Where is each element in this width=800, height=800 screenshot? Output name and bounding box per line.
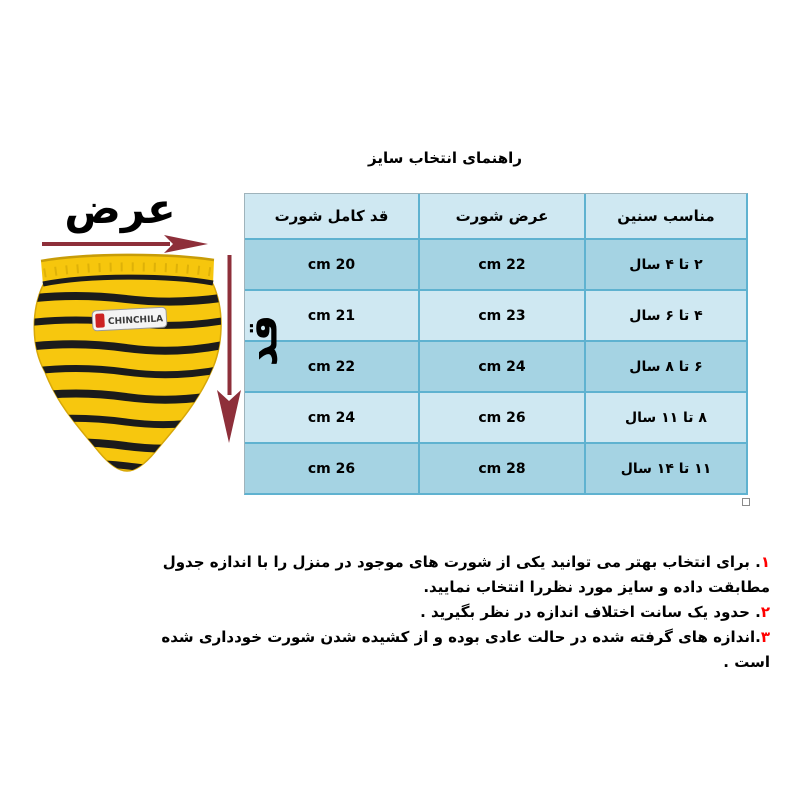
table-cell-age: ۲ تا ۴ سال: [584, 238, 746, 289]
table-cell-length: 24 cm: [245, 391, 418, 442]
note-text: .اندازه های گرفته شده در حالت عادی بوده و از کشیده شدن شورت خودداری شده است .: [161, 628, 770, 671]
width-label: عرض: [64, 184, 176, 233]
col-header-width: عرض شورت: [418, 194, 584, 238]
note-item: [122, 550, 770, 600]
table-row: [245, 340, 746, 391]
table-cell-age: ۸ تا ۱۱ سال: [584, 391, 746, 442]
table-row: [245, 391, 746, 442]
shorts-logo-patch: [92, 307, 167, 331]
note-item: [122, 625, 770, 675]
shorts-logo-text: CHINCHILA: [107, 314, 164, 328]
table-cell-width: 23 cm: [418, 289, 584, 340]
table-cell-length: 22 cm: [245, 340, 418, 391]
logo-character: [95, 313, 105, 327]
page-title: راهنمای انتخاب سایز: [368, 149, 522, 167]
note-text: . حدود یک سانت اختلاف اندازه در نظر بگیرید .: [420, 603, 761, 621]
table-row: [245, 238, 746, 289]
note-item: [122, 600, 770, 625]
table-cell-length: 21 cm: [245, 289, 418, 340]
table-cell-length: 20 cm: [245, 238, 418, 289]
length-label: قد: [237, 314, 287, 366]
table-cell-width: 28 cm: [418, 442, 584, 493]
col-header-length: قد کامل شورت: [245, 194, 418, 238]
table-row: [245, 442, 746, 493]
table-header-row: [245, 194, 746, 238]
table-resize-handle: [742, 498, 750, 506]
note-number: ۳: [760, 628, 770, 646]
notes-section: [122, 550, 770, 675]
size-table-body: [245, 238, 746, 493]
table-cell-age: ۶ تا ۸ سال: [584, 340, 746, 391]
table-cell-width: 24 cm: [418, 340, 584, 391]
table-row: [245, 289, 746, 340]
table-cell-width: 22 cm: [418, 238, 584, 289]
table-cell-length: 26 cm: [245, 442, 418, 493]
col-header-age: مناسب سنین: [584, 194, 746, 238]
table-cell-age: ۴ تا ۶ سال: [584, 289, 746, 340]
table-cell-age: ۱۱ تا ۱۴ سال: [584, 442, 746, 493]
note-number: ۲: [760, 603, 770, 621]
size-table: [244, 193, 748, 495]
table-cell-width: 26 cm: [418, 391, 584, 442]
note-text: . برای انتخاب بهتر می توانید یکی از شورت های موجود در منزل را با اندازه جدول مطابقت داده و سایز مورد نظررا انتخاب نمایید.: [162, 553, 770, 596]
note-number: ۱: [760, 553, 770, 571]
shorts-photo: [26, 251, 228, 479]
